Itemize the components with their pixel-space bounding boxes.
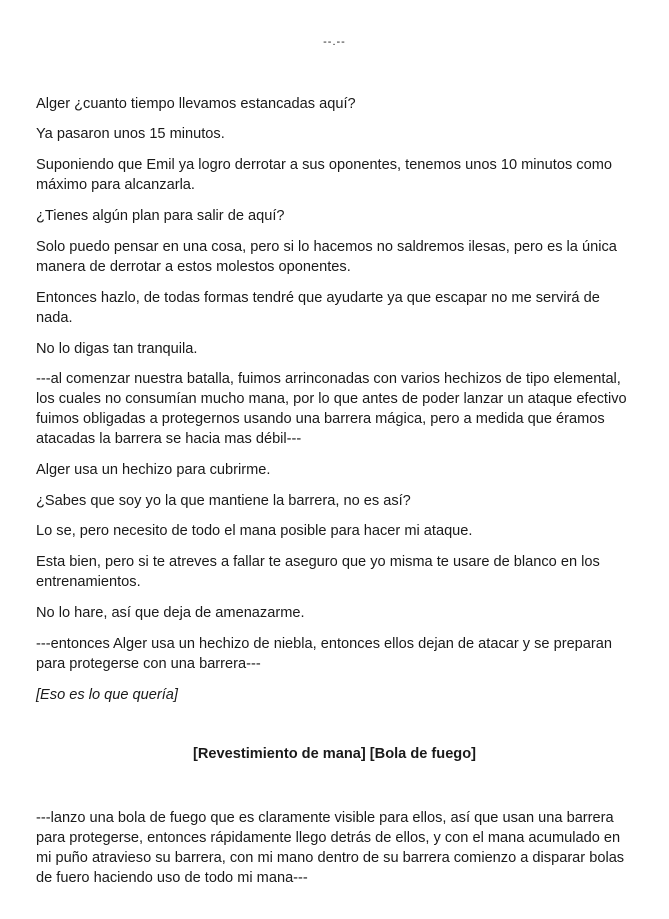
paragraph: Suponiendo que Emil ya logro derrotar a sus oponentes, tenemos unos 10 minutos como máximo para alcanzarla.: [36, 157, 612, 193]
paragraph: ¿Tienes algún plan para salir de aquí?: [36, 208, 285, 224]
paragraph: No lo digas tan tranquila.: [36, 341, 198, 357]
paragraph: Entonces hazlo, de todas formas tendré que ayudarte ya que escapar no me servirá de nada.: [36, 290, 600, 326]
narration-paragraph: ---lanzo una bola de fuego que es claramente visible para ellos, así que usan una barrera para protegerse, entonces rápidamente llego detrás de ellos, y con el mana acumulado en mi puño atravieso su barrera, con mi mano dentro de su barrera comienzo a disparar bolas de fuero haciendo uso de todo mi mana---: [36, 810, 625, 886]
spell-heading: [Revestimiento de mana] [Bola de fuego]: [193, 746, 476, 762]
paragraph: Alger ¿cuanto tiempo llevamos estancadas aquí?: [36, 96, 356, 112]
thought-paragraph: [Eso es lo que quería]: [36, 687, 178, 703]
paragraph: Alger usa un hechizo para cubrirme.: [36, 462, 271, 478]
paragraph: Solo puedo pensar en una cosa, pero si lo hacemos no saldremos ilesas, pero es la única manera de derrotar a estos molestos oponentes.: [36, 239, 617, 275]
narration-paragraph: ---al comenzar nuestra batalla, fuimos arrinconadas con varios hechizos de tipo elemental, los cuales no consumían mucho mana, por lo que antes de poder lanzar un ataque efectivo fuimos obligadas a protegernos usando una barrera mágica, pero a medida que éramos atacadas la barrera se hacia mas débil---: [36, 371, 627, 447]
paragraph: Esta bien, pero si te atreves a fallar te aseguro que yo misma te usare de blanco en los entrenamientos.: [36, 554, 600, 590]
paragraph: Ya pasaron unos 15 minutos.: [36, 126, 225, 142]
paragraph: No lo hare, así que deja de amenazarme.: [36, 605, 305, 621]
paragraph: ¿Sabes que soy yo la que mantiene la barrera, no es así?: [36, 493, 411, 509]
scene-break-marker: --.--: [323, 36, 346, 48]
paragraph: Lo se, pero necesito de todo el mana posible para hacer mi ataque.: [36, 523, 473, 539]
narration-paragraph: ---entonces Alger usa un hechizo de niebla, entonces ellos dejan de atacar y se preparan para protegerse con una barrera---: [36, 636, 613, 672]
